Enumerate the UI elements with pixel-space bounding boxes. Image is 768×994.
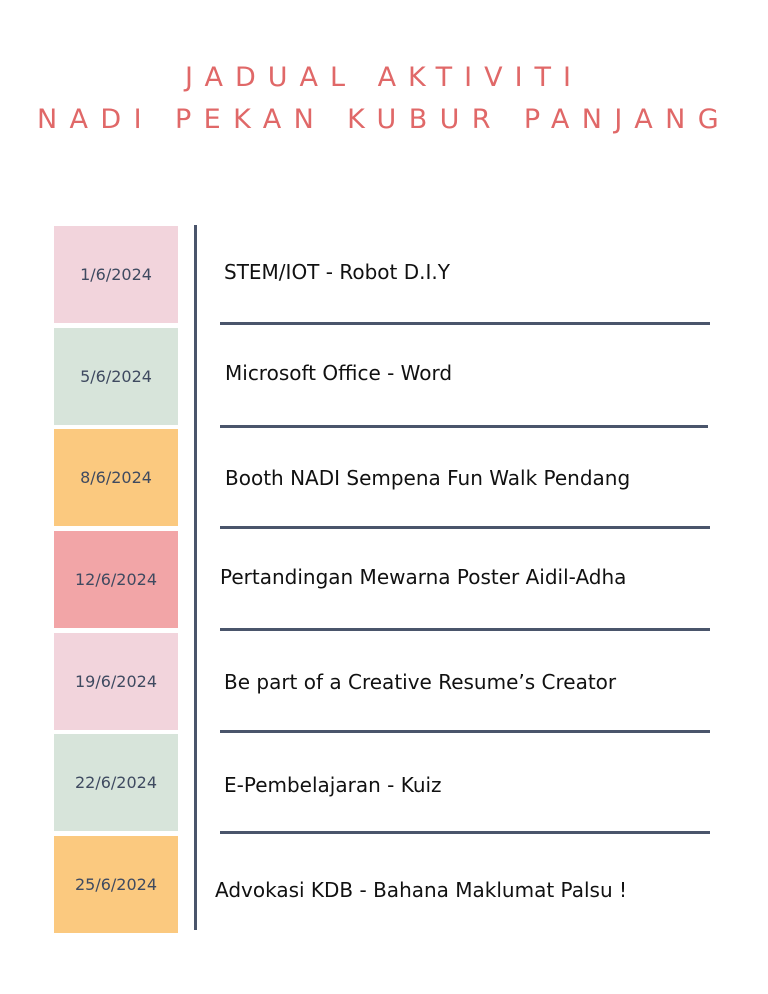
date-box: 22/6/2024 xyxy=(54,734,178,831)
activity-label: E-Pembelajaran - Kuiz xyxy=(224,773,442,797)
activity-label: Microsoft Office - Word xyxy=(225,361,453,385)
date-box: 5/6/2024 xyxy=(54,328,178,425)
date-box: 12/6/2024 xyxy=(54,531,178,628)
row-divider xyxy=(220,730,710,733)
page-subtitle: NADI PEKAN KUBUR PANJANG xyxy=(36,104,732,135)
activity-label: Be part of a Creative Resume’s Creator xyxy=(224,670,617,694)
date-box: 1/6/2024 xyxy=(54,226,178,323)
timeline-divider xyxy=(194,225,197,930)
activity-label: Pertandingan Mewarna Poster Aidil-Adha xyxy=(220,565,627,589)
activity-label: STEM/IOT - Robot D.I.Y xyxy=(224,260,450,284)
row-divider xyxy=(220,526,710,529)
row-divider xyxy=(220,628,710,631)
activity-label: Advokasi KDB - Bahana Maklumat Palsu ! xyxy=(215,878,627,902)
date-box: 8/6/2024 xyxy=(54,429,178,526)
row-divider xyxy=(220,322,710,325)
activity-label: Booth NADI Sempena Fun Walk Pendang xyxy=(225,466,631,490)
row-divider xyxy=(220,425,708,428)
date-box: 25/6/2024 xyxy=(54,836,178,933)
date-box: 19/6/2024 xyxy=(54,633,178,730)
row-divider xyxy=(220,831,710,834)
page-title: JADUAL AKTIVITI xyxy=(184,62,584,93)
